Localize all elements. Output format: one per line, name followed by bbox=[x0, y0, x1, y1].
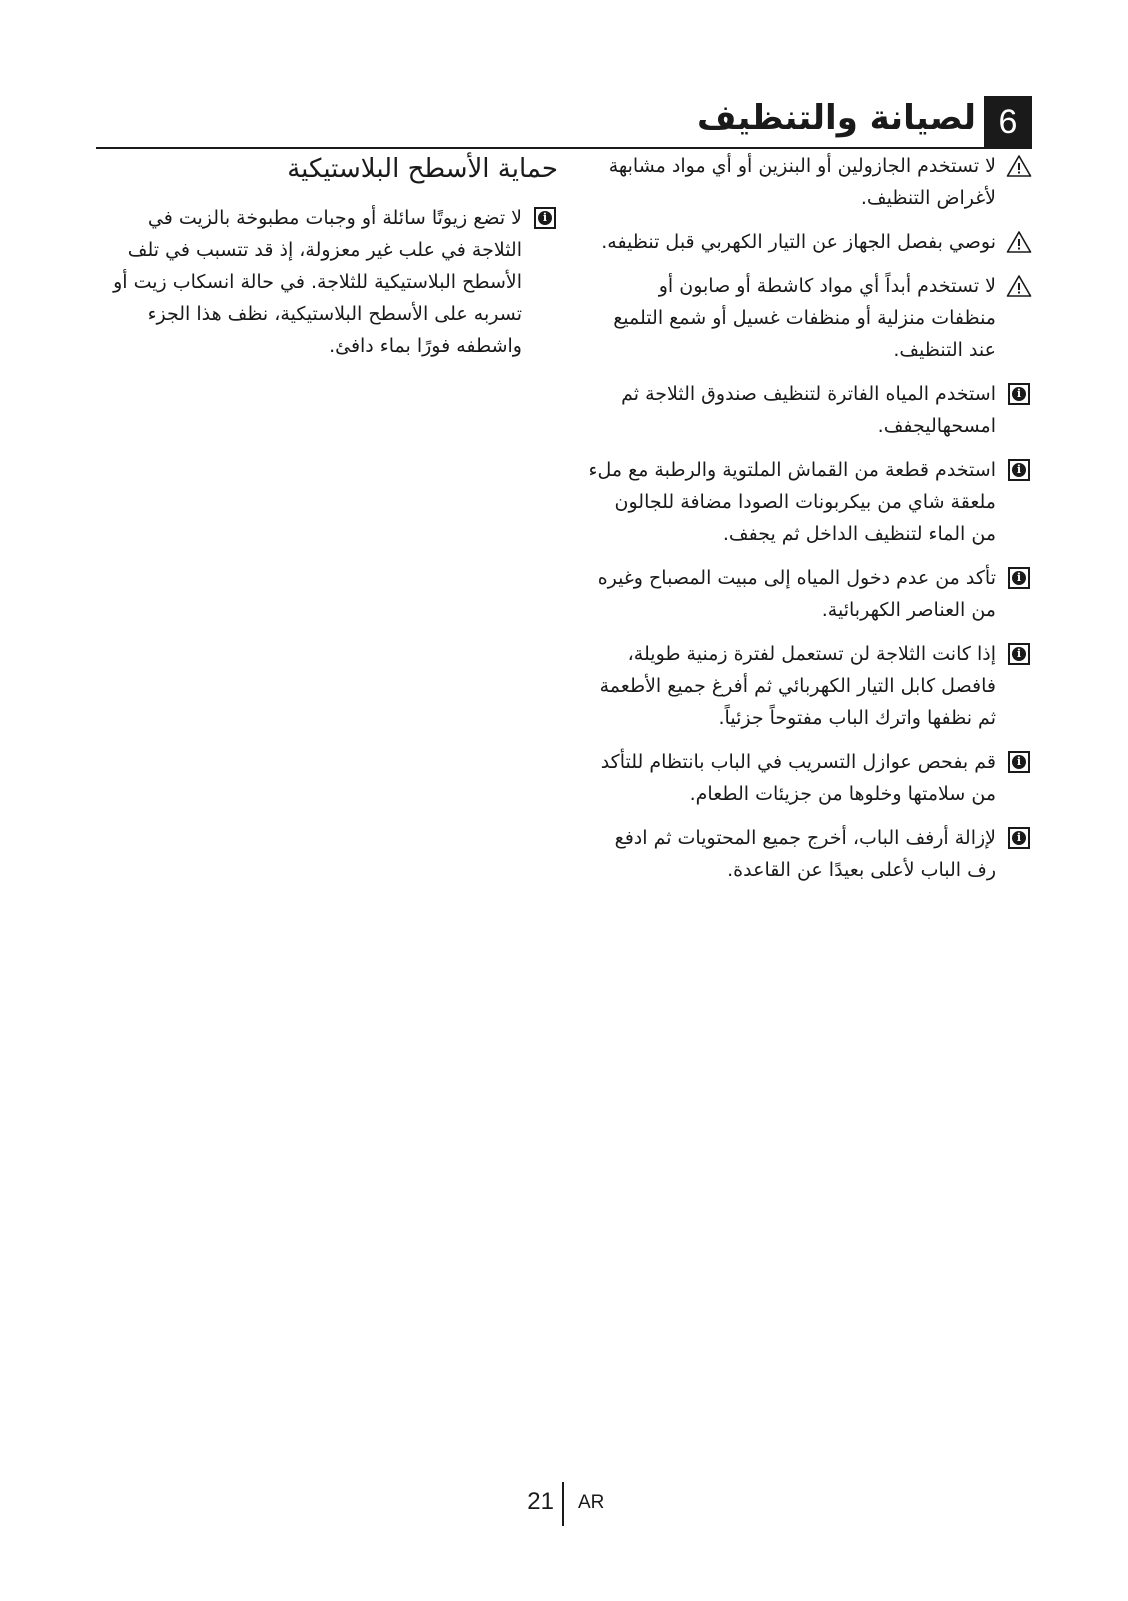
section-title: لصيانة والتنظيف bbox=[697, 98, 976, 138]
list-item bbox=[588, 822, 1032, 886]
warning-icon bbox=[1006, 230, 1032, 254]
footer-divider bbox=[562, 1482, 564, 1526]
subsection-title: حماية الأسطح البلاستيكية bbox=[287, 154, 558, 184]
item-text: قم بفحص عوازل التسريب في الباب بانتظام للتأكد من سلامتها وخلوها من جزيئات الطعام. bbox=[600, 751, 996, 805]
info-icon: i bbox=[1008, 567, 1030, 589]
warning-icon bbox=[1006, 154, 1032, 178]
info-icon: i bbox=[1008, 827, 1030, 849]
right-column bbox=[588, 150, 1032, 898]
item-text: إذا كانت الثلاجة لن تستعمل لفترة زمنية طويلة، فافصل كابل التيار الكهربائي ثم أفرغ جميع الأطعمة ثم نظفها واترك الباب مفتوحاً جزئياً. bbox=[599, 643, 996, 729]
left-column bbox=[108, 150, 558, 368]
language-code: AR bbox=[578, 1492, 605, 1513]
info-icon: i bbox=[1008, 643, 1030, 665]
item-text: تأكد من عدم دخول المياه إلى مبيت المصباح وغيره من العناصر الكهربائية. bbox=[597, 567, 996, 621]
item-text: لإزالة أرفف الباب، أخرج جميع المحتويات ثم ادفع رف الباب لأعلى بعيدًا عن القاعدة. bbox=[614, 827, 996, 881]
item-text: لا تستخدم الجازولين أو البنزين أو أي مواد مشابهة لأغراض التنظيف. bbox=[608, 155, 996, 209]
list-item bbox=[588, 378, 1032, 442]
list-item bbox=[588, 562, 1032, 626]
info-icon: i bbox=[1008, 459, 1030, 481]
section-header bbox=[96, 96, 1032, 148]
list-item bbox=[108, 202, 558, 362]
list-item bbox=[588, 150, 1032, 214]
info-icon: i bbox=[534, 207, 556, 229]
list-item bbox=[588, 746, 1032, 810]
item-text: لا تستخدم أبداً أي مواد كاشطة أو صابون أو منظفات منزلية أو منظفات غسيل أو شمع التلميع عند التنظيف. bbox=[613, 275, 996, 361]
section-number: 6 bbox=[984, 96, 1032, 148]
item-text: استخدم المياه الفاترة لتنظيف صندوق الثلاجة ثم امسحهاليجفف. bbox=[621, 383, 996, 437]
warning-icon bbox=[1006, 274, 1032, 298]
item-text: نوصي بفصل الجهاز عن التيار الكهربي قبل تنظيفه. bbox=[601, 231, 996, 253]
info-icon: i bbox=[1008, 383, 1030, 405]
page-number: 21 bbox=[527, 1488, 554, 1515]
header-rule bbox=[96, 147, 1032, 149]
item-text: لا تضع زيوتًا سائلة أو وجبات مطبوخة بالزيت في الثلاجة في علب غير معزولة، إذ قد تتسبب في تلف الأسطح البلاستيكية للثلاجة. في حالة انسكاب زيت أو تسربه على الأسطح البلاستيكية، نظف هذا الجزء واشطفه فورًا بماء دافئ. bbox=[113, 207, 522, 357]
list-item bbox=[588, 638, 1032, 734]
info-icon: i bbox=[1008, 751, 1030, 773]
list-item bbox=[588, 454, 1032, 550]
list-item bbox=[588, 270, 1032, 366]
page-footer bbox=[0, 1482, 1128, 1526]
item-text: استخدم قطعة من القماش الملتوية والرطبة مع ملء ملعقة شاي من بيكربونات الصودا مضافة للجالون من الماء لتنظيف الداخل ثم يجفف. bbox=[588, 459, 996, 545]
list-item bbox=[588, 226, 1032, 258]
